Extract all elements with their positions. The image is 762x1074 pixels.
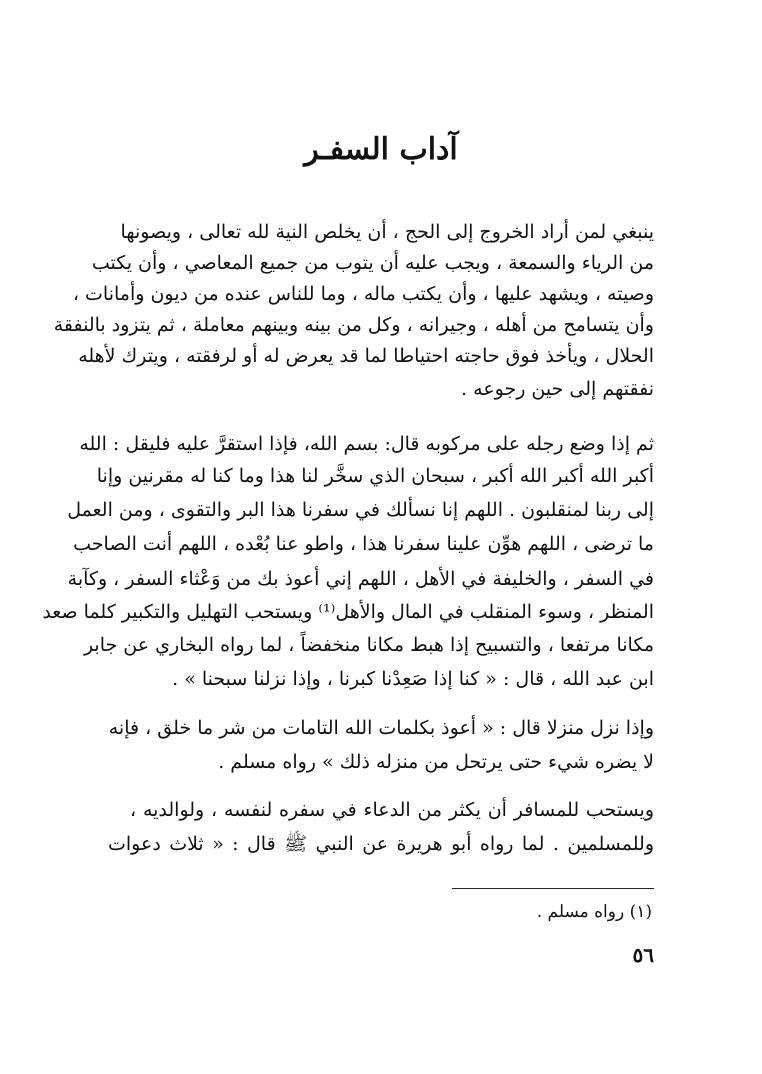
text-line: ويستحب للمسافر أن يكثر من الدعاء في سفره لنفسه ، ولوالديه ،: [130, 799, 654, 821]
page-number: ٥٦: [632, 943, 654, 967]
text-line: المنظر ، وسوء المنقلب في المال والأهل⁽¹⁾ ويستحب التهليل والتكبير كلما صعد: [42, 601, 654, 623]
text-line: وأن يتسامح من أهله ، وجيرانه ، وكل من بينه وبينهم معاملة ، ثم يتزود بالنفقة: [53, 314, 654, 336]
text-line: ما ترضى ، اللهم هوِّن علينا سفرنا هذا ، واطو عنا بُعْده ، اللهم أنت الصاحب: [73, 533, 654, 555]
text-line: نفقتهم إلى حين رجوعه .: [461, 378, 654, 400]
text-line: وإذا نزل منزلا قال : « أعوذ بكلمات الله التامات من شر ما خلق ، فإنه: [108, 717, 654, 739]
text-line: الحلال ، ويأخذ فوق حاجته احتياطا لما قد يعرض له أو لرفقته ، ويترك لأهله: [78, 345, 654, 367]
footnote: (١) رواه مسلم .: [536, 902, 652, 922]
text-line: مكانا مرتفعا ، والتسبيح إذا هبط مكانا منخفضاً ، لما رواه البخاري عن جابر: [83, 634, 654, 656]
text-line: ينبغي لمن أراد الخروج إلى الحج ، أن يخلص النية لله تعالى ، ويصونها: [120, 221, 654, 243]
text-line: في السفر ، والخليفة في الأهل ، اللهم إني أعوذ بك من وَعْثاء السفر ، وكآبة: [67, 568, 654, 590]
text-line: أكبر الله أكبر الله أكبر ، سبحان الذي سخَّر لنا هذا وما كنا له مقرنين وإنا: [96, 465, 654, 487]
text-line: إلى ربنا لمنقلبون . اللهم إنا نسألك في سفرنا هذا البر والتقوى ، ومن العمل: [67, 499, 654, 521]
text-line: وصيته ، ويشهد عليها ، وأن يكتب ماله ، وما للناس عنده من ديون وأمانات ،: [72, 283, 654, 305]
text-line: من الرياء والسمعة ، ويجب عليه أن يتوب من جميع المعاصي ، وأن يكتب: [91, 252, 654, 274]
text-line: وللمسلمين . لما رواه أبو هريرة عن النبي ﷺ قال : « ثلاث دعوات: [108, 833, 654, 855]
page-title: آداب السفـر: [304, 132, 458, 167]
text-line: لا يضره شيء حتى يرتحل من منزله ذلك » رواه مسلم .: [218, 751, 654, 773]
text-line: ابن عبد الله ، قال : « كنا إذا صَعِدْنا كبرنا ، وإذا نزلنا سبحنا » .: [172, 668, 654, 690]
text-line: ثم إذا وضع رجله على مركوبه قال: بسم الله، فإذا استقرَّ عليه فليقل : الله: [79, 433, 654, 455]
footnote-separator: [452, 888, 654, 889]
